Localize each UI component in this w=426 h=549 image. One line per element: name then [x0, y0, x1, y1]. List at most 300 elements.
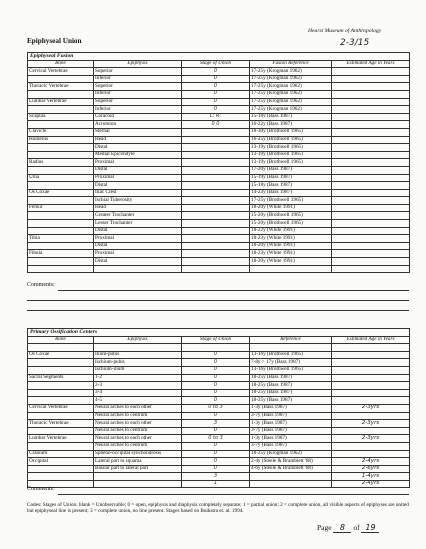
- table-row: [28, 197, 410, 205]
- age-cell[interactable]: 2-3yrs: [332, 404, 410, 412]
- age-cell[interactable]: [332, 427, 410, 435]
- epiphysis-cell: Superior: [94, 68, 182, 76]
- age-cell[interactable]: [332, 351, 410, 359]
- age-cell[interactable]: [332, 374, 410, 382]
- reference-cell: 17-25y (Krogman 1962): [250, 98, 332, 106]
- table-row: [28, 106, 410, 114]
- epiphysis-cell: 1-2: [94, 374, 182, 382]
- reference-cell: 2-4y (Steele & Bramblett '88): [250, 458, 332, 466]
- page-number[interactable]: 8: [333, 523, 351, 533]
- epiphysis-cell: Distal: [94, 258, 182, 266]
- bone-cell: Sacral Segments: [28, 374, 94, 382]
- reference-cell: 15-19y (Bass 1987): [250, 174, 332, 182]
- stage-cell[interactable]: 0 to 3: [182, 435, 250, 443]
- stage-cell[interactable]: [182, 159, 250, 167]
- stage-cell[interactable]: 0: [182, 83, 250, 91]
- stage-cell[interactable]: [182, 227, 250, 235]
- stage-cell[interactable]: [182, 166, 250, 174]
- stage-cell[interactable]: [182, 212, 250, 220]
- reference-cell: [250, 344, 332, 352]
- age-cell[interactable]: 2-3yrs: [332, 435, 410, 443]
- bone-cell: Scapula: [28, 113, 94, 121]
- stage-cell[interactable]: [182, 189, 250, 197]
- epiphysis-cell: Neural arches to each other: [94, 404, 182, 412]
- reference-cell: 18-23y (White 1991): [250, 235, 332, 243]
- stage-cell[interactable]: 0: [182, 412, 250, 420]
- table-row: [28, 420, 410, 428]
- stage-cell[interactable]: [182, 265, 250, 273]
- reference-cell: 18-25y (Bass 1987): [250, 374, 332, 382]
- table-row: [28, 404, 410, 412]
- bone-cell: Radius: [28, 159, 94, 167]
- stage-cell[interactable]: [182, 174, 250, 182]
- reference-cell: 18-25y (Bass 1987): [250, 382, 332, 390]
- epiphysis-cell: Inferior: [94, 75, 182, 83]
- reference-cell: 18-22y (White 1991): [250, 227, 332, 235]
- epiphysis-cell: Superior: [94, 83, 182, 91]
- reference-cell: 17-20y (Bass 1987): [250, 166, 332, 174]
- bone-cell: [28, 182, 94, 190]
- bone-cell: Femur: [28, 204, 94, 212]
- age-cell[interactable]: [332, 197, 410, 205]
- age-cell[interactable]: [332, 144, 410, 152]
- epiphysis-cell: [94, 480, 182, 488]
- column-header: Epiphysis: [94, 336, 182, 344]
- age-cell[interactable]: 2-4yrs: [332, 458, 410, 466]
- bone-cell: [28, 427, 94, 435]
- bone-cell: Cranium: [28, 450, 94, 458]
- age-cell[interactable]: [332, 366, 410, 374]
- table-row: [28, 227, 410, 235]
- table-row: [28, 359, 410, 367]
- reference-cell: 18-20y (White 1991): [250, 258, 332, 266]
- age-cell[interactable]: 2-4yrs: [332, 480, 410, 488]
- age-cell[interactable]: [332, 397, 410, 405]
- reference-cell: 15-18y (Bass 1987): [250, 182, 332, 190]
- bone-cell: [28, 442, 94, 450]
- age-cell[interactable]: [332, 166, 410, 174]
- reference-cell: 17-25y (Krogman 1962): [250, 68, 332, 76]
- column-header: Estimated Age in Years: [332, 336, 410, 344]
- reference-cell: 17-25y (Krogman 1962): [250, 83, 332, 91]
- comment-line[interactable]: [27, 310, 409, 311]
- stage-cell[interactable]: [182, 220, 250, 228]
- reference-cell: 16-25y (Brothwell 1965): [250, 136, 332, 144]
- form-title: Epiphyseal Union: [27, 37, 82, 45]
- stage-cell[interactable]: 0: [182, 374, 250, 382]
- age-cell[interactable]: [332, 227, 410, 235]
- page-indicator: [317, 523, 379, 533]
- bone-cell: [28, 258, 94, 266]
- age-cell[interactable]: [332, 68, 410, 76]
- epiphysis-cell: Iliac Crest: [94, 189, 182, 197]
- age-cell[interactable]: [332, 83, 410, 91]
- epiphysis-cell: Spheno-occipital synchondrosis: [94, 450, 182, 458]
- table-row: [28, 382, 410, 390]
- age-cell[interactable]: [332, 242, 410, 250]
- bone-cell: [28, 397, 94, 405]
- table-row: [28, 151, 410, 159]
- column-header: Stage of Union: [182, 336, 250, 344]
- table-row: [28, 83, 410, 91]
- bone-cell: [28, 473, 94, 481]
- epiphyseal-fusion-table: [27, 52, 410, 273]
- age-cell[interactable]: [332, 128, 410, 136]
- column-header: Reference: [250, 336, 332, 344]
- bone-cell: Fibula: [28, 250, 94, 258]
- table-row: [28, 473, 410, 481]
- stage-cell[interactable]: 0: [182, 366, 250, 374]
- reference-cell: 13-19y (Brothwell 1965): [250, 159, 332, 167]
- age-cell[interactable]: [332, 344, 410, 352]
- reference-cell: 1-3y (Bass 1987): [250, 435, 332, 443]
- epiphysis-cell: Lesser Trochanter: [94, 220, 182, 228]
- epiphysis-cell: Neural arches to each other: [94, 435, 182, 443]
- epiphysis-cell: Greater Trochanter: [94, 212, 182, 220]
- table-row: [28, 480, 410, 488]
- bone-cell: [28, 220, 94, 228]
- epiphysis-cell: Lateral part to squama: [94, 458, 182, 466]
- table-row: [28, 144, 410, 152]
- epiphysis-cell: [94, 344, 182, 352]
- bone-cell: Lumbar Vertebrae: [28, 98, 94, 106]
- epiphysis-cell: [94, 473, 182, 481]
- epiphysis-cell: Acromion: [94, 121, 182, 129]
- table-row: [28, 174, 410, 182]
- bone-cell: Tibia: [28, 235, 94, 243]
- comment-line[interactable]: [27, 300, 409, 301]
- stage-cell[interactable]: 0 to 3: [182, 404, 250, 412]
- table-row: [28, 351, 410, 359]
- epiphysis-cell: Neural arches to centrum: [94, 412, 182, 420]
- age-cell[interactable]: [332, 258, 410, 266]
- stage-cell[interactable]: L: R:: [182, 113, 250, 121]
- section-title: Epiphyseal Fusion: [28, 53, 410, 61]
- bone-cell: [28, 144, 94, 152]
- stage-cell[interactable]: [182, 182, 250, 190]
- age-cell[interactable]: [332, 220, 410, 228]
- age-cell[interactable]: 1-4yrs: [332, 473, 410, 481]
- age-cell[interactable]: [332, 212, 410, 220]
- stage-cell[interactable]: [182, 128, 250, 136]
- bone-cell: Thoracic Vertebrae: [28, 420, 94, 428]
- bone-cell: [28, 265, 94, 273]
- table-row: [28, 182, 410, 190]
- reference-cell: [250, 480, 332, 488]
- bone-cell: Cervical Vertebrae: [28, 404, 94, 412]
- epiphysis-cell: [94, 265, 182, 273]
- stage-cell[interactable]: 0: [182, 465, 250, 473]
- table-row: [28, 75, 410, 83]
- age-cell[interactable]: [332, 389, 410, 397]
- epiphysis-cell: Head: [94, 136, 182, 144]
- age-cell[interactable]: [332, 174, 410, 182]
- stage-cell[interactable]: [182, 197, 250, 205]
- column-header: Stage of Union: [182, 60, 250, 68]
- stage-cell[interactable]: 0: [182, 427, 250, 435]
- stage-cell[interactable]: 0: [182, 359, 250, 367]
- age-cell[interactable]: [332, 75, 410, 83]
- reference-cell: 17-25y (Brothwell 1965): [250, 197, 332, 205]
- age-cell[interactable]: [332, 106, 410, 114]
- stage-cell[interactable]: [182, 344, 250, 352]
- age-cell[interactable]: [332, 265, 410, 273]
- stage-cell[interactable]: [182, 151, 250, 159]
- stage-cell[interactable]: [182, 242, 250, 250]
- epiphysis-cell: Distal: [94, 166, 182, 174]
- table-row: [28, 98, 410, 106]
- stage-cell[interactable]: 0: [182, 397, 250, 405]
- age-cell[interactable]: [332, 113, 410, 121]
- table-row: [28, 113, 410, 121]
- stage-cell[interactable]: [182, 204, 250, 212]
- bone-cell: [28, 75, 94, 83]
- bone-cell: [28, 106, 94, 114]
- table-row: [28, 397, 410, 405]
- bone-cell: Clavicle: [28, 128, 94, 136]
- epiphysis-cell: Ilium-pubis: [94, 351, 182, 359]
- codes-legend: Codes: Stages of Union: blank = Unobservable; 0 = open, epiphysis and diaphysis completely separate; 1 = partial union; 2 = complete union, all visible aspects of epiphyses are united but epiphyseal line is present; 3 = complete union, no line present. Stages based on Buikstra et. al. 1994.: [27, 502, 409, 515]
- stage-cell[interactable]: 3: [182, 473, 250, 481]
- table-row: [28, 121, 410, 129]
- comment-line[interactable]: [58, 494, 409, 495]
- table-row: [28, 128, 410, 136]
- age-cell[interactable]: [332, 98, 410, 106]
- stage-cell[interactable]: [182, 258, 250, 266]
- age-cell[interactable]: [332, 90, 410, 98]
- table-row: [28, 450, 410, 458]
- table-row: [28, 90, 410, 98]
- age-cell[interactable]: [332, 189, 410, 197]
- table-row: [28, 465, 410, 473]
- reference-cell: 18-30y (Brothwell 1965): [250, 128, 332, 136]
- epiphysis-cell: Ischium-ilium: [94, 366, 182, 374]
- age-cell[interactable]: [332, 159, 410, 167]
- reference-cell: 18-25y (Krogman 1962): [250, 450, 332, 458]
- reference-cell: 7-8y > 17y (Bass 1987): [250, 359, 332, 367]
- reference-cell: 17-25y (Krogman 1962): [250, 75, 332, 83]
- bone-cell: Cervical Vertebrae: [28, 68, 94, 76]
- column-header: Epiphysis: [94, 60, 182, 68]
- reference-cell: 17-25y (Krogman 1962): [250, 90, 332, 98]
- table-row: [28, 366, 410, 374]
- age-cell[interactable]: [332, 359, 410, 367]
- table-row: [28, 189, 410, 197]
- epiphysis-cell: 3-4: [94, 389, 182, 397]
- epiphysis-cell: Inferior: [94, 90, 182, 98]
- epiphysis-cell: Proximal: [94, 159, 182, 167]
- table-row: [28, 258, 410, 266]
- bone-cell: [28, 242, 94, 250]
- stage-cell[interactable]: 0: [182, 450, 250, 458]
- stage-cell[interactable]: 0: [182, 351, 250, 359]
- reference-cell: 13-16y (Brothwell 1965): [250, 366, 332, 374]
- bone-cell: [28, 227, 94, 235]
- reference-cell: 18-23y (White 1991): [250, 250, 332, 258]
- epiphysis-cell: Neural arches to each other: [94, 420, 182, 428]
- stage-cell[interactable]: 0: [182, 106, 250, 114]
- epiphysis-cell: Proximal: [94, 235, 182, 243]
- table-row: [28, 389, 410, 397]
- epiphysis-cell: Distal: [94, 182, 182, 190]
- age-cell[interactable]: [332, 450, 410, 458]
- bone-cell: [28, 212, 94, 220]
- reference-cell: 15-18y (Bass 1987): [250, 113, 332, 121]
- fusion-comments-label: Comments:: [27, 282, 55, 288]
- page-total[interactable]: 19: [361, 523, 379, 533]
- page-label: Page: [317, 523, 332, 532]
- reference-cell: [250, 473, 332, 481]
- reference-cell: 17-25y (Krogman 1962): [250, 106, 332, 114]
- bone-cell: [28, 389, 94, 397]
- stage-cell[interactable]: 0: [182, 442, 250, 450]
- bone-cell: [28, 465, 94, 473]
- page-of-label: of: [353, 523, 360, 532]
- table-row: [28, 166, 410, 174]
- bone-cell: [28, 366, 94, 374]
- stage-cell[interactable]: 0: [182, 389, 250, 397]
- stage-cell[interactable]: [182, 250, 250, 258]
- table-row: [28, 220, 410, 228]
- age-cell[interactable]: [332, 442, 410, 450]
- table-row: [28, 265, 410, 273]
- age-cell[interactable]: [332, 250, 410, 258]
- age-cell[interactable]: [332, 382, 410, 390]
- table-row: [28, 412, 410, 420]
- stage-cell[interactable]: 1: [182, 480, 250, 488]
- reference-cell: 4-6y (Steele & Bramblett '88): [250, 465, 332, 473]
- epiphysis-cell: Ischial Tuberosity: [94, 197, 182, 205]
- epiphysis-cell: 2-3: [94, 382, 182, 390]
- stage-cell[interactable]: 3: [182, 420, 250, 428]
- age-cell[interactable]: [332, 235, 410, 243]
- reference-cell: 13-16y (Brothwell 1965): [250, 351, 332, 359]
- reference-cell: 13-19y (Brothwell 1965): [250, 151, 332, 159]
- epiphysis-cell: Ischium-pubis: [94, 359, 182, 367]
- age-cell[interactable]: 2-3yrs: [332, 420, 410, 428]
- table-row: [28, 427, 410, 435]
- reference-cell: 13-19y (Brothwell 1965): [250, 144, 332, 152]
- bone-cell: [28, 90, 94, 98]
- stage-cell[interactable]: 0: [182, 458, 250, 466]
- bone-cell: [28, 121, 94, 129]
- epiphysis-cell: Sternal: [94, 128, 182, 136]
- reference-cell: 3-7y (Bass 1987): [250, 427, 332, 435]
- epiphysis-cell: Distal: [94, 144, 182, 152]
- table-row: [28, 235, 410, 243]
- bone-cell: [28, 344, 94, 352]
- section-title: Primary Ossification Centers: [28, 329, 410, 337]
- stage-cell[interactable]: 0 0: [182, 121, 250, 129]
- age-cell[interactable]: 2-6yrs: [332, 465, 410, 473]
- epiphysis-cell: Superior: [94, 98, 182, 106]
- table-row: [28, 458, 410, 466]
- stage-cell[interactable]: [182, 136, 250, 144]
- bone-cell: Humerus: [28, 136, 94, 144]
- epiphysis-cell: Neural arches to centrum: [94, 442, 182, 450]
- table-row: [28, 250, 410, 258]
- age-cell[interactable]: [332, 182, 410, 190]
- epiphysis-cell: Distal: [94, 227, 182, 235]
- stage-cell[interactable]: [182, 235, 250, 243]
- epiphysis-cell: Medial Epicondyle: [94, 151, 182, 159]
- epiphysis-cell: Inferior: [94, 106, 182, 114]
- stage-cell[interactable]: [182, 144, 250, 152]
- comment-line[interactable]: [58, 290, 409, 291]
- bone-cell: Occipital: [28, 458, 94, 466]
- epiphysis-cell: Proximal: [94, 250, 182, 258]
- column-header: Bone: [28, 60, 94, 68]
- reference-cell: 18-20y (White 1991): [250, 242, 332, 250]
- column-header: Bone: [28, 336, 94, 344]
- reference-cell: 1-3y (Bass 1987): [250, 404, 332, 412]
- table-row: [28, 442, 410, 450]
- bone-cell: [28, 166, 94, 174]
- table-row: [28, 435, 410, 443]
- epiphysis-cell: 4-5: [94, 397, 182, 405]
- bone-cell: Os Coxae: [28, 189, 94, 197]
- table-row: [28, 136, 410, 144]
- bone-cell: [28, 359, 94, 367]
- table-row: [28, 344, 410, 352]
- reference-cell: [250, 265, 332, 273]
- reference-cell: 18-25y (Bass 1987): [250, 397, 332, 405]
- bone-cell: [28, 412, 94, 420]
- table-row: [28, 374, 410, 382]
- reference-cell: 3-7y (Bass 1987): [250, 412, 332, 420]
- handwritten-date: 2-3/15: [340, 38, 370, 48]
- reference-cell: 15-20y (Brothwell 1965): [250, 220, 332, 228]
- column-header: Fusion Reference: [250, 60, 332, 68]
- age-cell[interactable]: [332, 136, 410, 144]
- table-row: [28, 242, 410, 250]
- table-row: [28, 159, 410, 167]
- bone-cell: [28, 151, 94, 159]
- stage-cell[interactable]: 0: [182, 90, 250, 98]
- reference-cell: 1-3y (Bass 1987): [250, 420, 332, 428]
- stage-cell[interactable]: 0: [182, 382, 250, 390]
- bone-cell: Lumbar Vertebrae: [28, 435, 94, 443]
- epiphysis-cell: Basilar part to lateral part: [94, 465, 182, 473]
- ossification-comments-label: Comments:: [27, 486, 55, 492]
- bone-cell: Ulna: [28, 174, 94, 182]
- epiphysis-cell: Coracoid: [94, 113, 182, 121]
- primary-ossification-table: [27, 328, 410, 488]
- table-row: [28, 68, 410, 76]
- reference-cell: 18-25y (Bass 1987): [250, 389, 332, 397]
- epiphysis-cell: Proximal: [94, 174, 182, 182]
- bone-cell: Thoracic Vertebrae: [28, 83, 94, 91]
- bone-cell: [28, 197, 94, 205]
- stage-cell[interactable]: 0: [182, 98, 250, 106]
- age-cell[interactable]: [332, 151, 410, 159]
- table-row: [28, 212, 410, 220]
- reference-cell: 18-20y (White 1991): [250, 204, 332, 212]
- reference-cell: 16-22y (Bass 1987): [250, 121, 332, 129]
- bone-cell: [28, 382, 94, 390]
- age-cell[interactable]: [332, 412, 410, 420]
- reference-cell: 15-20y (Brothwell 1965): [250, 212, 332, 220]
- column-header: Estimated Age in Years: [332, 60, 410, 68]
- epiphysis-cell: Distal: [94, 242, 182, 250]
- reference-cell: 3-7y (Bass 1987): [250, 442, 332, 450]
- epiphysis-cell: Head: [94, 204, 182, 212]
- stage-cell[interactable]: 0: [182, 75, 250, 83]
- age-cell[interactable]: [332, 121, 410, 129]
- stage-cell[interactable]: 0: [182, 68, 250, 76]
- bone-cell: Os Coxae: [28, 351, 94, 359]
- age-cell[interactable]: [332, 204, 410, 212]
